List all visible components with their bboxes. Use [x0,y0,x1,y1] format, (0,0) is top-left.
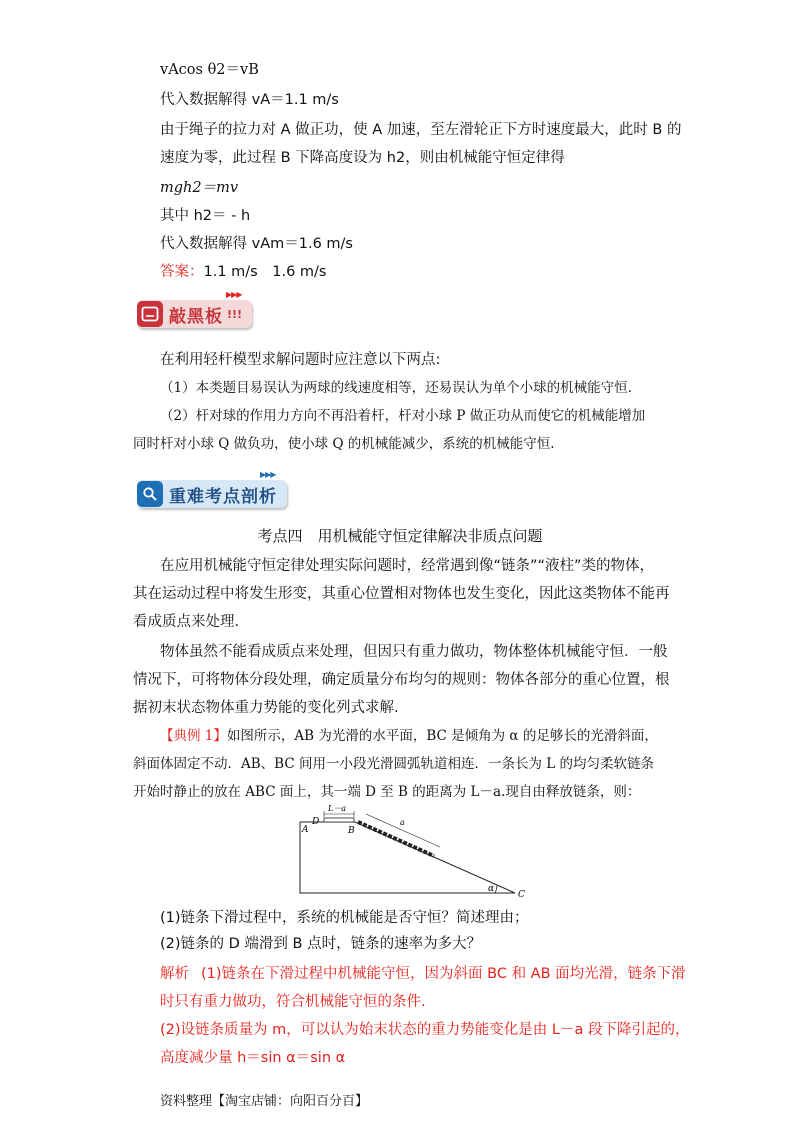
solution-line: 时只有重力做功，符合机械能守恒的条件. [160,994,426,1010]
section-title: 考点四 用机械能守恒定律解决非质点问题 [257,527,543,545]
formula-line-5: 其中 h2＝ - h [160,208,251,224]
solution-label: 解析 [160,966,189,982]
paragraph-line: 据初末状态物体重力势能的变化列式求解. [133,700,399,716]
answer-value: 1.1 m/s 1.6 m/s [203,264,327,280]
incline-chain-figure [290,800,530,900]
solution-text: (1)链条在下滑过程中机械能守恒，因为斜面 BC 和 AB 面均光滑，链条下滑 [201,966,686,982]
formula-line-6: 代入数据解得 vAm＝1.6 m/s [160,236,353,252]
example-text: 如图所示，AB 为光滑的水平面，BC 是倾角为 α 的足够长的光滑斜面， [226,728,658,744]
label-c: C [518,890,525,900]
example-line: 开始时静止的放在 ABC 面上，其一端 D 至 B 的距离为 L－a.现自由释放链条，则： [133,784,641,800]
keypoints-badge [137,480,287,508]
formula-line-1: vAcos θ2＝vB [160,62,259,78]
label-l-minus-a: L－a [328,804,347,813]
exclamation-marks: !!! [227,307,243,321]
note-item-1: （1）本类题目易误认为两球的线速度相等，还易误认为单个小球的机械能守恒. [160,380,632,396]
paragraph-line: 物体虽然不能看成质点来处理，但因只有重力做功，物体整体机械能守恒．一般 [160,644,668,660]
arrow-decoration-icon: ▶▶▶ [226,290,242,299]
label-d: D [312,817,320,827]
footer-source: 资料整理【淘宝店铺：向阳百分百】 [160,1094,369,1109]
note-item-2: （2）杆对球的作用力方向不再沿着杆，杆对小球 P 做正功从而使它的机械能增加 [160,408,646,424]
paragraph-line: 情况下，可将物体分段处理，确定质量分布均匀的规则：物体各部分的重心位置，根 [133,672,670,688]
example-tag: 【典例 1】 [160,728,227,744]
keypoints-badge-text: 重难考点剖析 [169,486,277,507]
solution-line: 高度减少量 h＝sin α＝sin α [160,1050,346,1066]
paragraph-line: 看成质点来处理. [133,614,240,630]
example-line [160,726,658,746]
paragraph-line: 其在运动过程中将发生形变，其重心位置相对物体也发生变化，因此这类物体不能再 [133,586,670,602]
paragraph-line: 由于绳子的拉力对 A 做正功，使 A 加速，至左滑轮正下方时速度最大，此时 B 的 [160,122,682,138]
paragraph-line: 在应用机械能守恒定律处理实际问题时，经常遇到像“链条”“液柱”类的物体， [160,558,655,574]
label-b: B [348,826,355,836]
arrow-decoration-icon: ▶▶▶ [260,470,276,479]
formula-line-2: 代入数据解得 vA＝1.1 m/s [160,92,339,108]
blackboard-icon [137,301,163,327]
note-intro: 在利用轻杆模型求解问题时应注意以下两点: [160,352,441,368]
solution-line [160,964,686,984]
question-2: (2)链条的 D 端滑到 B 点时，链条的速率为多大？ [160,936,482,952]
magnifier-icon [137,481,163,507]
paragraph-line: 速度为零，此过程 B 下降高度设为 h2，则由机械能守恒定律得 [160,150,565,166]
blackboard-badge-text: 敲黑板 [169,306,223,327]
label-a: A [302,825,309,835]
label-alpha: α [488,884,495,894]
label-segment-a: a [400,818,405,827]
answer-label: 答案： [160,264,204,280]
answer-line [160,262,326,282]
question-1: (1)链条下滑过程中，系统的机械能是否守恒？简述理由； [160,910,529,926]
solution-line: (2)设链条质量为 m，可以认为始末状态的重力势能变化是由 L－a 段下降引起的， [160,1022,690,1038]
blackboard-badge [137,300,252,328]
example-line: 斜面体固定不动．AB、BC 间用一小段光滑圆弧轨道相连．一条长为 L 的均匀柔软链条 [133,756,655,772]
formula-line-4: mgh2＝mv [160,180,239,196]
note-item-2-cont: 同时杆对小球 Q 做负功，使小球 Q 的机械能减少，系统的机械能守恒. [133,436,555,452]
